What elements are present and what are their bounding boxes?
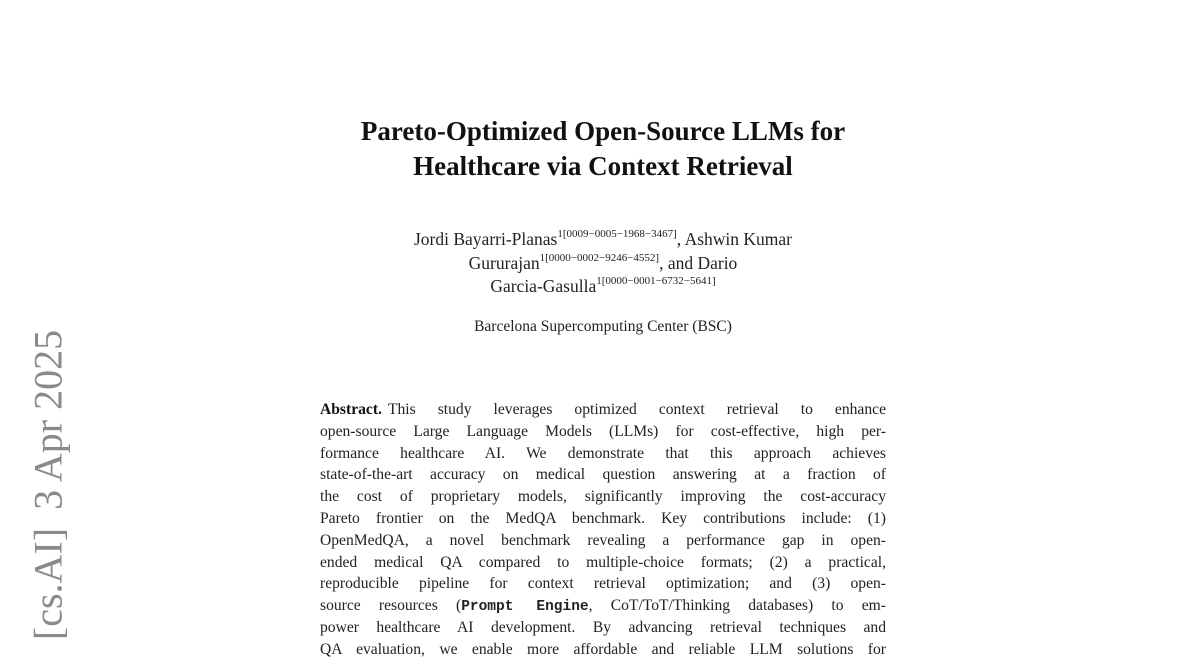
author-name: Garcia-Gasulla: [490, 276, 597, 296]
abstract-line: state-of-the-art accuracy on medical question answering at a fraction of: [320, 466, 886, 484]
abstract-line: ended medical QA compared to multiple-choice formats; (2) a practical,: [320, 553, 886, 571]
author-separator: , Ashwin Kumar: [676, 229, 792, 249]
abstract-line: Abstract. This study leverages optimized context retrieval to enhance: [320, 401, 886, 418]
abstract-line: reproducible pipeline for context retrieval optimization; and (3) open-: [320, 575, 886, 593]
author-name: Jordi Bayarri-Planas: [413, 229, 558, 249]
arxiv-side-stamp: [25, 330, 72, 640]
abstract-line: OpenMedQA, a novel benchmark revealing a performance gap in open-: [320, 531, 886, 549]
arxiv-category: [cs.AI]: [25, 527, 71, 641]
author-orcid: 1[0000−0001−6732−5641]: [596, 275, 716, 287]
author-name: Gururajan: [468, 252, 540, 273]
author-line: [330, 275, 876, 299]
abstract: [320, 399, 886, 661]
code-prompt-engine: Prompt Engine: [461, 599, 589, 616]
title-line: Pareto-Optimized Open-Source LLMs for: [360, 116, 846, 146]
abstract-line: power healthcare AI development. By advancing retrieval techniques and: [320, 618, 886, 636]
author-line: [330, 228, 876, 252]
abstract-line: open-source Large Language Models (LLMs) for cost-effective, high per-: [320, 422, 886, 440]
author-list: [330, 228, 876, 299]
abstract-line: source resources (Prompt Engine, CoT/ToT/Thinking databases) to em-: [320, 597, 886, 616]
author-orcid: 1[0000−0002−9246−4552]: [539, 251, 660, 264]
paper-title: [300, 114, 906, 184]
affiliation: Barcelona Supercomputing Center (BSC): [474, 318, 732, 335]
abstract-line: Pareto frontier on the MedQA benchmark. Key contributions include: (1): [320, 509, 886, 527]
author-separator: , and Dario: [659, 252, 738, 273]
abstract-line: the cost of proprietary models, significantly improving the cost-accuracy: [320, 488, 886, 506]
title-line: Healthcare via Context Retrieval: [413, 151, 793, 181]
abstract-line: QA evaluation, we enable more affordable and reliable LLM solutions for: [320, 640, 886, 658]
abstract-label: Abstract.: [320, 401, 382, 418]
author-line: [330, 252, 876, 276]
abstract-line: formance healthcare AI. We demonstrate that this approach achieves: [320, 444, 886, 462]
author-orcid: 1[0009−0005−1968−3467]: [557, 228, 677, 240]
arxiv-date: 3 Apr 2025: [25, 329, 71, 510]
